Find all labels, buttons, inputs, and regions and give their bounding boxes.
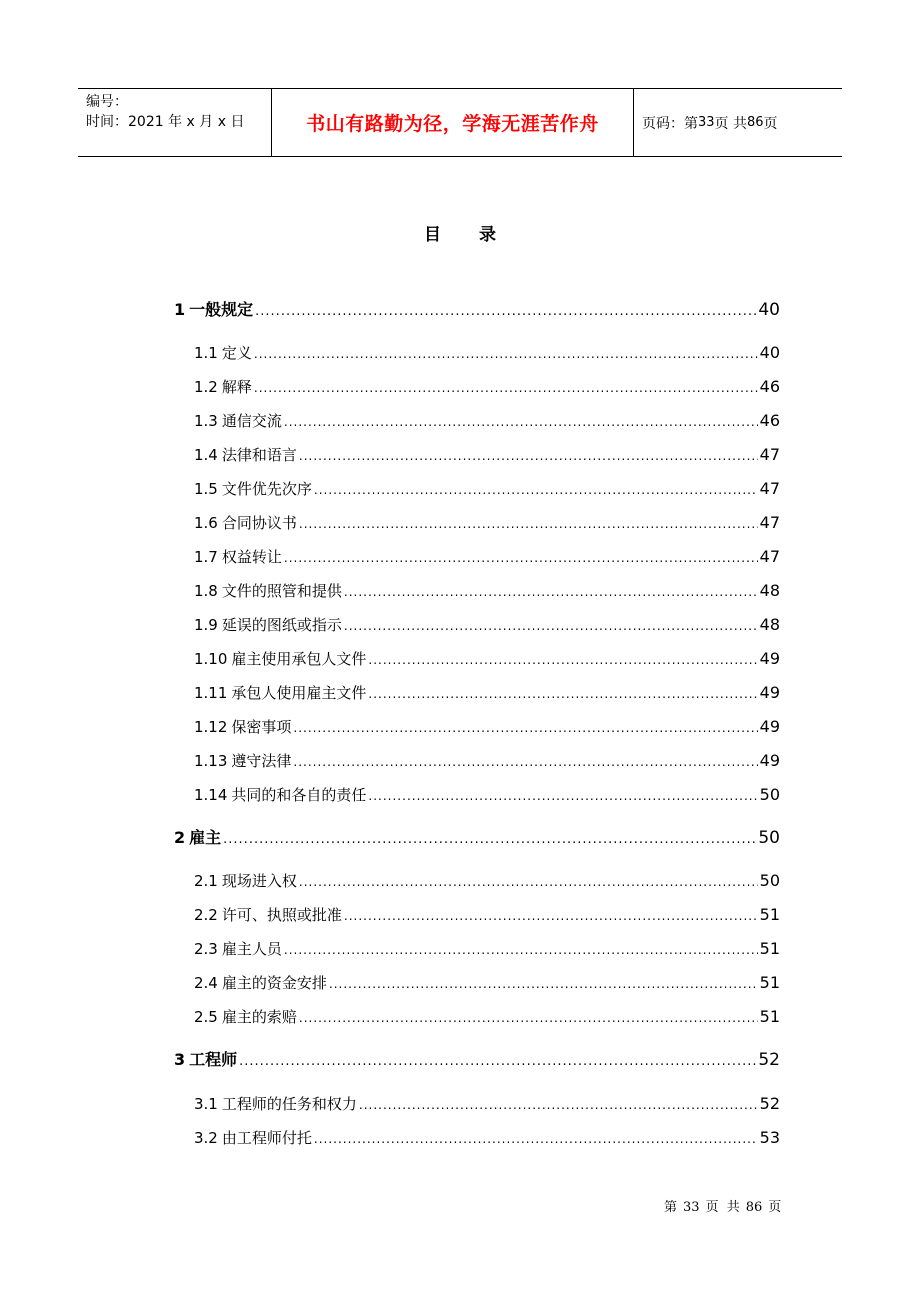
toc-entry-number: 1.1	[194, 344, 218, 362]
toc-leader-dots	[255, 300, 756, 324]
header-page-mid: 页 共	[714, 115, 747, 132]
toc-leader-dots	[344, 614, 758, 638]
header-page-prefix: 页码：第	[642, 115, 698, 132]
toc-entry-number: 3.1	[194, 1095, 218, 1113]
footer-mid: 页 共	[705, 1200, 740, 1215]
toc-entry-number: 1.6	[194, 514, 218, 532]
toc-entry-title: 保密事项	[231, 718, 292, 736]
toc-leader-dots	[344, 904, 758, 928]
toc-entry-title: 文件的照管和提供	[221, 582, 342, 600]
toc-chapter-entry[interactable]	[174, 826, 780, 850]
toc-entry-number: 2.1	[194, 872, 218, 890]
toc-entry-page: 50	[758, 828, 780, 848]
toc-entry-title: 权益转让	[221, 548, 282, 566]
toc-entry-number: 1.8	[194, 582, 218, 600]
toc-leader-dots	[314, 1127, 758, 1151]
toc-leader-dots	[284, 410, 758, 434]
toc-section-entry[interactable]	[194, 613, 780, 637]
toc-entry-number: 3	[174, 1050, 186, 1069]
toc-entry-number: 1.13	[194, 752, 228, 770]
header-motto-cell	[272, 89, 634, 156]
toc-entry-page: 47	[759, 445, 780, 464]
footer-total: 86	[745, 1200, 763, 1215]
toc-section-entry[interactable]	[194, 647, 780, 671]
toc-entry-title: 承包人使用雇主文件	[231, 684, 367, 702]
toc-entry-page: 49	[759, 751, 780, 770]
toc-leader-dots	[299, 512, 758, 536]
toc-section-entry[interactable]	[194, 749, 780, 773]
toc-entry-number: 1.4	[194, 446, 218, 464]
toc-entry-page: 51	[759, 973, 780, 992]
header-motto: 书山有路勤为径，学海无涯苦作舟	[306, 113, 599, 135]
toc-section-entry[interactable]	[194, 937, 780, 961]
toc-entry-title: 雇主使用承包人文件	[231, 650, 367, 668]
toc-entry-number: 1.12	[194, 718, 228, 736]
toc-section-entry[interactable]	[194, 511, 780, 535]
toc-chapter-entry[interactable]	[174, 1048, 780, 1072]
toc-leader-dots	[299, 444, 758, 468]
toc-entry-number: 2.2	[194, 906, 218, 924]
toc-entry-title: 雇主的资金安排	[221, 974, 327, 992]
toc-section-entry[interactable]	[194, 341, 780, 365]
toc-entry-number: 1.10	[194, 650, 228, 668]
serial-label: 编号：	[86, 94, 128, 110]
toc-section-entry[interactable]	[194, 869, 780, 893]
toc-entry-title: 雇主的索赔	[221, 1008, 297, 1026]
header-page-suffix: 页	[763, 115, 778, 132]
toc-section-entry[interactable]	[194, 971, 780, 995]
toc-leader-dots	[239, 1050, 756, 1074]
toc-entry-page: 51	[759, 905, 780, 924]
toc-section-entry[interactable]	[194, 783, 780, 807]
toc-leader-dots	[293, 716, 757, 740]
toc-title: 目 录	[424, 225, 512, 245]
toc-entry-page: 49	[759, 649, 780, 668]
toc-entry-number: 1.9	[194, 616, 218, 634]
toc-entry-page: 47	[759, 479, 780, 498]
toc-section-entry[interactable]	[194, 579, 780, 603]
toc-entry-title: 定义	[221, 344, 252, 362]
toc-leader-dots	[368, 784, 757, 808]
toc-section-entry[interactable]	[194, 545, 780, 569]
toc-entry-title: 法律和语言	[221, 446, 297, 464]
toc-entry-number: 1.7	[194, 548, 218, 566]
toc-entry-title: 遵守法律	[231, 752, 292, 770]
toc-section-entry[interactable]	[194, 1092, 780, 1116]
toc-entry-title: 合同协议书	[221, 514, 297, 532]
toc-entry-page: 49	[759, 683, 780, 702]
footer-prefix: 第	[664, 1200, 678, 1215]
toc-leader-dots	[368, 682, 757, 706]
toc-leader-dots	[293, 750, 757, 774]
toc-leader-dots	[254, 376, 758, 400]
toc-entry-number: 2.3	[194, 940, 218, 958]
toc-entry-page: 52	[759, 1094, 780, 1113]
header-page-current: 33	[698, 115, 715, 130]
toc-entry-title: 共同的和各自的责任	[231, 786, 367, 804]
toc-leader-dots	[299, 1006, 758, 1030]
time-label: 时间：2021 年 x 月 x 日	[86, 114, 245, 130]
toc-entry-page: 46	[759, 377, 780, 396]
toc-section-entry[interactable]	[194, 375, 780, 399]
toc-entry-title: 文件优先次序	[221, 480, 312, 498]
toc-entry-title: 延误的图纸或指示	[221, 616, 342, 634]
toc-entry-number: 1.5	[194, 480, 218, 498]
toc-section-entry[interactable]	[194, 443, 780, 467]
toc-section-entry[interactable]	[194, 1005, 780, 1029]
footer-current: 33	[683, 1200, 700, 1215]
toc-entry-title: 许可、执照或批准	[221, 906, 342, 924]
footer-suffix: 页	[768, 1200, 782, 1215]
toc-entry-page: 48	[759, 615, 780, 634]
toc-chapter-entry[interactable]	[174, 298, 780, 322]
toc-entry-title: 通信交流	[221, 412, 282, 430]
toc-entry-number: 2.5	[194, 1008, 218, 1026]
toc-entry-number: 1.2	[194, 378, 218, 396]
toc-section-entry[interactable]	[194, 681, 780, 705]
toc-leader-dots	[284, 546, 758, 570]
toc-entry-number: 2.4	[194, 974, 218, 992]
toc-leader-dots	[223, 828, 756, 852]
toc-entry-page: 48	[759, 581, 780, 600]
toc-entry-page: 51	[759, 1007, 780, 1026]
toc-entry-number: 3.2	[194, 1129, 218, 1147]
toc-entry-page: 46	[759, 411, 780, 430]
toc-leader-dots	[344, 580, 758, 604]
toc-entry-page: 52	[758, 1050, 780, 1070]
toc-entry-page: 40	[759, 343, 780, 362]
toc-leader-dots	[284, 938, 758, 962]
toc-entry-title: 一般规定	[189, 300, 254, 319]
page-footer	[664, 1196, 787, 1215]
header-page-cell	[634, 89, 842, 156]
toc-leader-dots	[254, 342, 758, 366]
header-page-total: 86	[747, 115, 764, 130]
toc-entry-page: 49	[759, 717, 780, 736]
toc-section-entry[interactable]	[194, 477, 780, 501]
toc-entry-title: 现场进入权	[221, 872, 297, 890]
toc-entry-title: 解释	[221, 378, 252, 396]
toc-leader-dots	[329, 972, 758, 996]
toc-entry-title: 雇主人员	[221, 940, 282, 958]
toc-section-entry[interactable]	[194, 409, 780, 433]
header-info-cell	[78, 89, 272, 156]
toc-leader-dots	[314, 478, 758, 502]
toc-entry-number: 2	[174, 828, 186, 847]
toc-entry-page: 50	[759, 871, 780, 890]
toc-entry-title: 由工程师付托	[221, 1129, 312, 1147]
toc-entry-title: 工程师	[189, 1050, 238, 1069]
toc-leader-dots	[368, 648, 757, 672]
toc-entry-page: 53	[759, 1128, 780, 1147]
toc-entry-page: 50	[759, 785, 780, 804]
page-header	[78, 88, 842, 157]
toc-entry-title: 雇主	[189, 828, 222, 847]
toc-leader-dots	[359, 1093, 758, 1117]
toc-leader-dots	[299, 870, 758, 894]
toc-section-entry[interactable]	[194, 1126, 780, 1150]
toc-entry-page: 47	[759, 513, 780, 532]
toc-entry-page: 40	[758, 300, 780, 320]
toc-section-entry[interactable]	[194, 903, 780, 927]
toc-entry-number: 1	[174, 300, 186, 319]
toc-entry-page: 47	[759, 547, 780, 566]
toc-entry-number: 1.14	[194, 786, 228, 804]
toc-entry-title: 工程师的任务和权力	[221, 1095, 357, 1113]
toc-entry-page: 51	[759, 939, 780, 958]
toc-entry-number: 1.3	[194, 412, 218, 430]
toc-entry-number: 1.11	[194, 684, 228, 702]
toc-section-entry[interactable]	[194, 715, 780, 739]
